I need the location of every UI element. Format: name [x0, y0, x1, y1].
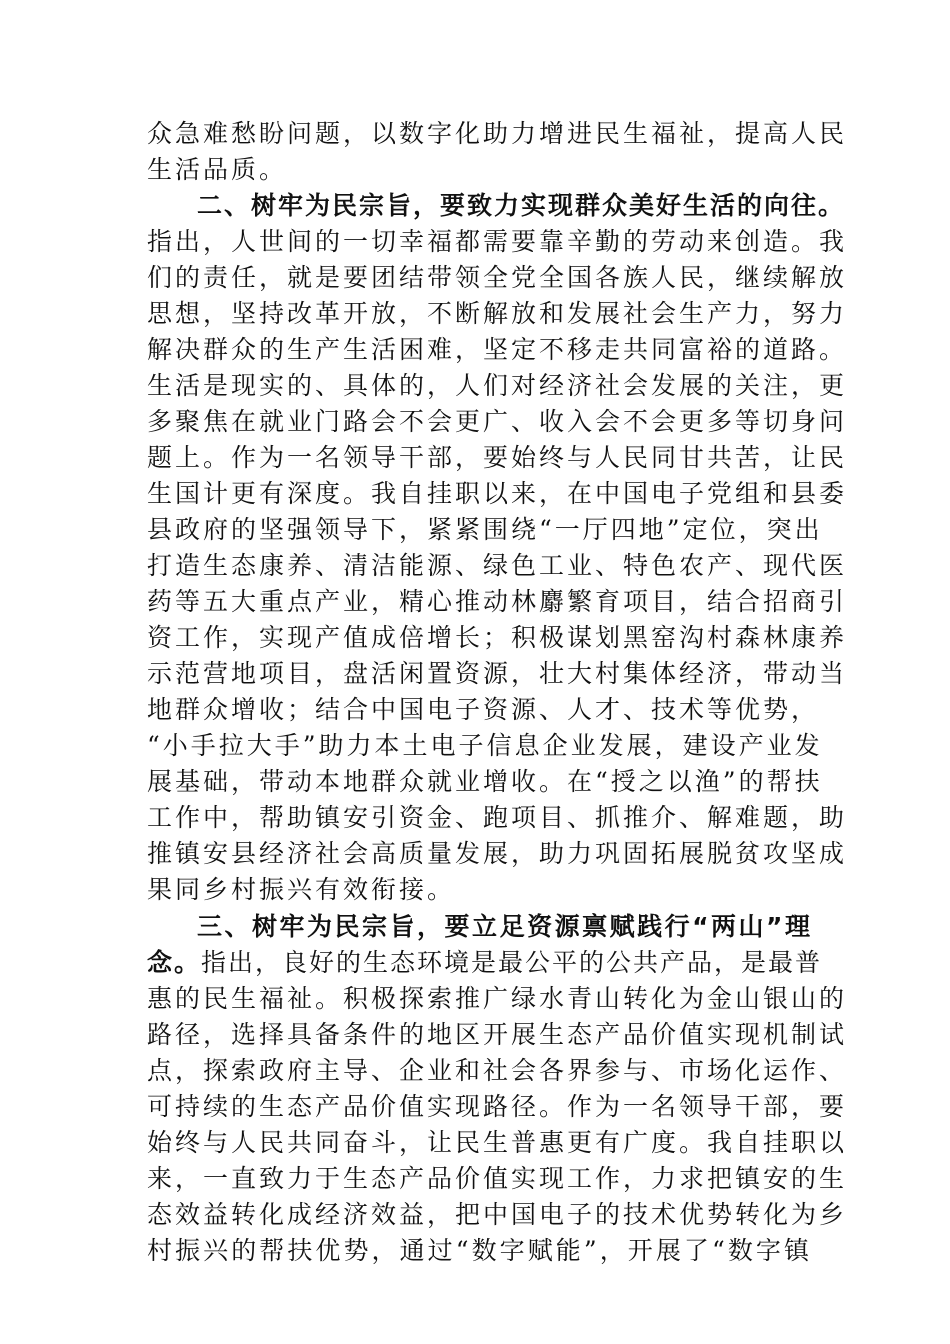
body-line: 推镇安县经济社会高质量发展，助力巩固拓展脱贫攻坚成 — [147, 839, 848, 868]
section-heading-3: 三、树牢为民宗旨，要立足资源禀赋践行“两山”理 — [197, 912, 812, 941]
body-line: 来，一直致力于生态产品价值实现工作，力求把镇安的生 — [147, 1164, 848, 1193]
body-line: 们的责任，就是要团结带领全党全国各族人民，继续解放 — [147, 263, 848, 292]
body-line: 工作中，帮助镇安引资金、跑项目、抓推介、解难题，助 — [147, 803, 848, 832]
body-line: 生国计更有深度。我自挂职以来，在中国电子党组和县委 — [147, 479, 848, 508]
body-line: 果同乡村振兴有效衔接。 — [147, 875, 456, 904]
body-line: 生活是现实的、具体的，人们对经济社会发展的关注，更 — [147, 371, 848, 400]
body-line: 指出，人世间的一切幸福都需要靠辛勤的劳动来创造。我 — [147, 227, 848, 256]
body-line: 展基础，带动本地群众就业增收。在“授之以渔”的帮扶 — [147, 767, 823, 796]
body-line: 解决群众的生产生活困难，坚定不移走共同富裕的道路。 — [147, 335, 848, 364]
body-line: 众急难愁盼问题，以数字化助力增进民生福祉，提高人民 — [147, 119, 848, 148]
body-line: 题上。作为一名领导干部，要始终与人民同甘共苦，让民 — [147, 443, 848, 472]
body-line: 县政府的坚强领导下，紧紧围绕“一厅四地”定位，突出 — [147, 515, 823, 544]
body-line: 惠的民生福祉。积极探索推广绿水青山转化为金山银山的 — [147, 984, 848, 1013]
body-line: 示范营地项目，盘活闲置资源，壮大村集体经济，带动当 — [147, 659, 848, 688]
body-line: 村振兴的帮扶优势，通过“数字赋能”，开展了“数字镇 — [147, 1236, 812, 1265]
body-line-start: 指出，良好的生态环境是最公平的公共产品，是最普 — [201, 948, 823, 977]
body-line: 态效益转化成经济效益，把中国电子的技术优势转化为乡 — [147, 1200, 848, 1229]
body-line: 可持续的生态产品价值实现路径。作为一名领导干部，要 — [147, 1092, 848, 1121]
body-line: 始终与人民共同奋斗，让民生普惠更有广度。我自挂职以 — [147, 1128, 848, 1157]
body-line: 多聚焦在就业门路会不会更广、收入会不会更多等切身问 — [147, 407, 848, 436]
section-heading-3-end: 念。 — [147, 948, 202, 977]
body-line: 地群众增收；结合中国电子资源、人才、技术等优势， — [147, 695, 820, 724]
body-line: 药等五大重点产业，精心推动林麝繁育项目，结合招商引 — [147, 587, 848, 616]
body-line: 路径，选择具备条件的地区开展生态产品价值实现机制试 — [147, 1020, 848, 1049]
body-line: “小手拉大手”助力本土电子信息企业发展，建设产业发 — [147, 731, 823, 760]
body-line: 点，探索政府主导、企业和社会各界参与、市场化运作、 — [147, 1056, 848, 1085]
body-line: 打造生态康养、清洁能源、绿色工业、特色农产、现代医 — [147, 551, 848, 580]
section-heading-2: 二、树牢为民宗旨，要致力实现群众美好生活的向往。 — [197, 191, 846, 220]
body-line: 思想，坚持改革开放，不断解放和发展社会生产力，努力 — [147, 299, 848, 328]
body-line: 生活品质。 — [147, 155, 288, 184]
body-line: 资工作，实现产值成倍增长；积极谋划黑窑沟村森林康养 — [147, 623, 848, 652]
body-line-mixed — [147, 945, 823, 981]
